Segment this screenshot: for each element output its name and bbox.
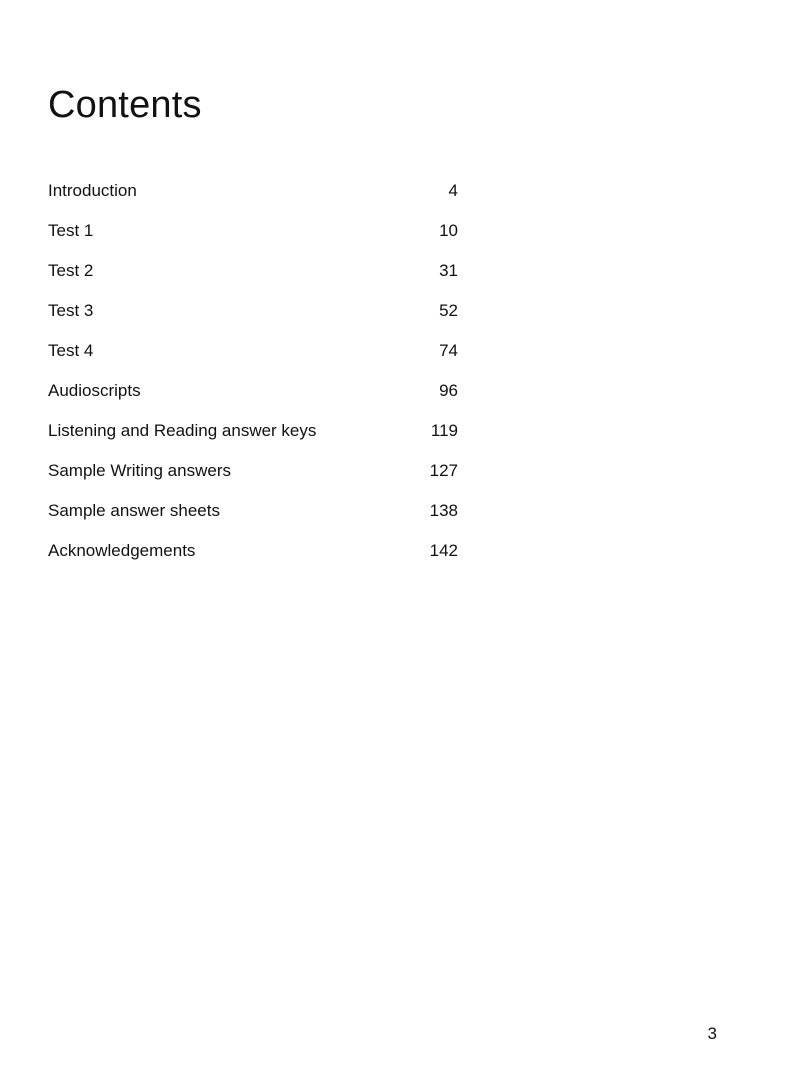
toc-entry-answer-sheets <box>48 496 460 536</box>
toc-entry-page: 10 <box>439 221 458 240</box>
toc-entry-label: Test 1 <box>48 221 94 240</box>
toc-entry-page: 119 <box>430 421 458 440</box>
toc-entry-page: 52 <box>439 301 458 320</box>
toc-entry-label: Test 3 <box>48 301 94 320</box>
toc-entry-label: Sample Writing answers <box>48 461 231 480</box>
toc-entry-test-1 <box>48 216 460 256</box>
toc-entry-label: Test 2 <box>48 261 94 280</box>
toc-entry-test-3 <box>48 296 460 336</box>
toc-entry-label: Acknowledgements <box>48 541 196 560</box>
toc-entry-answer-keys <box>48 416 460 456</box>
toc-entry-acknowledgements <box>48 536 460 576</box>
toc-entry-page: 4 <box>448 181 458 200</box>
toc-entry-label: Sample answer sheets <box>48 501 220 520</box>
toc-entry-page: 127 <box>429 461 458 480</box>
toc-entry-page: 74 <box>439 341 458 360</box>
toc-entry-label: Listening and Reading answer keys <box>48 421 317 440</box>
toc-entry-page: 96 <box>439 381 458 400</box>
page-title: Contents <box>48 84 202 126</box>
toc-entry-page: 31 <box>439 261 458 280</box>
table-of-contents <box>48 176 460 576</box>
toc-entry-test-2 <box>48 256 460 296</box>
toc-entry-label: Introduction <box>48 181 137 200</box>
toc-entry-page: 142 <box>429 541 458 560</box>
toc-entry-introduction <box>48 176 460 216</box>
toc-entry-label: Test 4 <box>48 341 94 360</box>
toc-entry-test-4 <box>48 336 460 376</box>
toc-entry-page: 138 <box>429 501 458 520</box>
toc-entry-sample-writing <box>48 456 460 496</box>
toc-entry-audioscripts <box>48 376 460 416</box>
page-number: 3 <box>707 1024 717 1043</box>
toc-entry-label: Audioscripts <box>48 381 141 400</box>
